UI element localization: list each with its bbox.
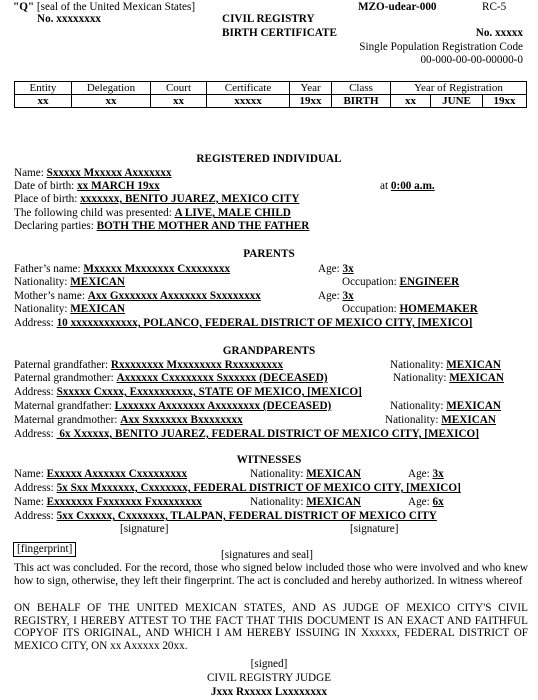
- registry-values-row: [15, 95, 527, 108]
- time-of-birth-line: [380, 180, 435, 193]
- maternal-address-line: [14, 428, 479, 441]
- label: Mother’s name:: [14, 290, 85, 302]
- witness2-name-line: [14, 496, 202, 509]
- label: Address:: [14, 510, 54, 522]
- nationality-value: MEXICAN: [306, 468, 361, 480]
- label: Address:: [14, 482, 54, 494]
- nationality-value: MEXICAN: [306, 496, 361, 508]
- label: Address:: [14, 428, 54, 440]
- mgm-line: [14, 414, 243, 427]
- header-cell: Delegation: [72, 82, 151, 95]
- occupation-value: HOMEMAKER: [399, 303, 478, 315]
- label: Maternal grandfather:: [14, 400, 112, 412]
- father-occupation: [342, 276, 459, 289]
- witness1-signature: [signature]: [120, 523, 169, 535]
- nationality-value: MEXICAN: [70, 276, 125, 288]
- value-cell: 19xx: [483, 95, 527, 108]
- value-cell: xx: [15, 95, 72, 108]
- registry-table: [14, 81, 527, 108]
- registered-name: Sxxxxx Mxxxxx Axxxxxxx: [46, 167, 172, 179]
- parents-section-title: PARENTS: [243, 248, 295, 260]
- seal-note: [seal of the United Mexican States]: [36, 1, 196, 13]
- header-cell: Class: [332, 82, 391, 95]
- label: Occupation:: [342, 303, 397, 315]
- curp-value: 00-000-00-00-00000-0: [420, 54, 523, 66]
- label: Occupation:: [342, 276, 397, 288]
- age-value: 3x: [432, 468, 444, 480]
- value-cell: BIRTH: [332, 95, 391, 108]
- label: Paternal grandfather:: [14, 359, 109, 371]
- label: Nationality:: [250, 468, 304, 480]
- registered-section-title: REGISTERED INDIVIDUAL: [196, 153, 342, 165]
- nationality-value: MEXICAN: [70, 303, 125, 315]
- label: Age:: [408, 468, 430, 480]
- header-cell: Court: [151, 82, 207, 95]
- age-value: 6x: [432, 496, 444, 508]
- parents-address: 10 xxxxxxxxxxxx, POLANCO, FEDERAL DISTRICT OF MEXICO CITY, [MEXICO]: [56, 317, 473, 329]
- label: Age:: [318, 263, 340, 275]
- age-value: 3x: [342, 263, 354, 275]
- presented-value: A LIVE, MALE CHILD: [174, 207, 291, 219]
- paternal-grandmother-name: Axxxxxx Cxxxxxxxx Sxxxxxx (DECEASED): [116, 372, 328, 384]
- seal-line: [13, 1, 195, 14]
- form-code: MZO-udear-000: [358, 1, 437, 13]
- act-paragraph: This act was concluded. For the record, those who signed below included those who were involved and who knew how to sign, otherwise, they left their fingerprint. The act is concluded and hereby authorized. In witness whereof: [14, 562, 528, 587]
- time-of-birth: 0:00 a.m.: [390, 180, 435, 192]
- witness1-nationality: [250, 468, 361, 481]
- label: Place of birth:: [14, 193, 78, 205]
- grandparents-section-title: GRANDPARENTS: [222, 345, 316, 357]
- doc-type-title: BIRTH CERTIFICATE: [222, 27, 337, 39]
- label: Age:: [408, 496, 430, 508]
- father-name: Mxxxxx Mxxxxxxx Cxxxxxxxx: [83, 263, 231, 275]
- maternal-address: 6x Xxxxxx, BENITO JUAREZ, FEDERAL DISTRICT OF MEXICO CITY, [MEXICO]: [56, 428, 479, 440]
- paternal-address-line: [14, 386, 362, 399]
- father-age: [318, 263, 354, 276]
- label: Nationality:: [250, 496, 304, 508]
- label: Nationality:: [14, 303, 68, 315]
- label: The following child was presented:: [14, 207, 172, 219]
- label: Nationality:: [393, 372, 447, 384]
- pgm-line: [14, 372, 328, 385]
- value-cell: JUNE: [431, 95, 483, 108]
- parents-address-line: [14, 317, 472, 330]
- mother-occupation: [342, 303, 478, 316]
- pgm-nationality: [393, 372, 504, 385]
- age-value: 3x: [342, 290, 354, 302]
- label: Age:: [318, 290, 340, 302]
- label: Name:: [14, 468, 44, 480]
- father-line: [14, 263, 230, 276]
- label: Address:: [14, 317, 54, 329]
- occupation-value: ENGINEER: [399, 276, 460, 288]
- judge-attestation: ON BEHALF OF THE UNITED MEXICAN STATES, AND AS JUDGE OF MEXICO CITY'S CIVIL REGISTRY, I HEREBY ATTEST TO THE FACT THAT THIS DOCUMENT IS AN EXACT AND FAITHFUL COPYOF ITS ORIGINAL, AND WHICH I AM HEREBY ISSUING IN Xxxxxx, FEDERAL DISTRICT OF MEXICO CITY, ON xx Axxxxx 20xx.: [14, 602, 528, 652]
- place-of-birth: xxxxxxx, BENITO JUAREZ, MEXICO CITY: [80, 193, 300, 205]
- label: Nationality:: [385, 414, 439, 426]
- registered-name-line: [14, 167, 172, 180]
- judge-signed: [signed]: [250, 658, 288, 670]
- declaring-value: BOTH THE MOTHER AND THE FATHER: [96, 220, 310, 232]
- mother-line: [14, 290, 261, 303]
- maternal-grandmother-name: Axx Sxxxxxxx Bxxxxxxxx: [120, 414, 243, 426]
- mother-name: Axx Gxxxxxxx Axxxxxxx Sxxxxxxxx: [87, 290, 261, 302]
- declaring-line: [14, 220, 309, 233]
- seal-prefix: "Q": [13, 1, 35, 13]
- father-nationality: [14, 276, 125, 289]
- mgm-nationality: [385, 414, 496, 427]
- judge-name: Jxxx Rxxxxx Lxxxxxxxx: [210, 686, 328, 698]
- date-of-birth: xx MARCH 19xx: [77, 180, 160, 192]
- value-cell: xxxxx: [207, 95, 290, 108]
- value-cell: xx: [151, 95, 207, 108]
- witness1-name: Exxxxx Axxxxxx Cxxxxxxxxx: [46, 468, 188, 480]
- dob-line: [14, 180, 160, 193]
- form-series: RC-5: [482, 1, 507, 13]
- label: Maternal grandmother:: [14, 414, 118, 426]
- witness2-age: [408, 496, 444, 509]
- label: Father’s name:: [14, 263, 81, 275]
- label: Address:: [14, 386, 54, 398]
- label: Name:: [14, 496, 44, 508]
- judge-title: CIVIL REGISTRY JUDGE: [206, 672, 332, 684]
- witness1-age: [408, 468, 444, 481]
- mgf-line: [14, 400, 331, 413]
- witness2-signature: [signature]: [350, 523, 399, 535]
- number-right: No. xxxxx: [475, 27, 523, 39]
- witness2-nationality: [250, 496, 361, 509]
- witnesses-section-title: WITNESSES: [236, 454, 302, 466]
- nationality-value: MEXICAN: [449, 372, 504, 384]
- pgf-nationality: [390, 359, 501, 372]
- curp-label: Single Population Registration Code: [359, 41, 523, 53]
- mother-nationality: [14, 303, 125, 316]
- header-cell: Entity: [15, 82, 72, 95]
- label: at: [380, 180, 389, 192]
- label: Paternal grandmother:: [14, 372, 114, 384]
- label: Name:: [14, 167, 44, 179]
- witness1-name-line: [14, 468, 187, 481]
- registry-header-row: [15, 82, 527, 95]
- pob-line: [14, 193, 299, 206]
- witness2-name: Exxxxxxx Fxxxxxxx Fxxxxxxxxx: [46, 496, 203, 508]
- label: Date of birth:: [14, 180, 75, 192]
- presented-line: [14, 207, 291, 220]
- nationality-value: MEXICAN: [446, 359, 501, 371]
- paternal-address: Sxxxxx Cxxxx, Exxxxxxxxxx, STATE OF MEXICO, [MEXICO]: [56, 386, 362, 398]
- label: Nationality:: [390, 359, 444, 371]
- witness1-address: 5x Sxx Mxxxxxx, Cxxxxxxx, FEDERAL DISTRICT OF MEXICO CITY, [MEXICO]: [56, 482, 461, 494]
- mother-age: [318, 290, 354, 303]
- signatures-and-seal: [signatures and seal]: [221, 549, 313, 561]
- mgf-nationality: [390, 400, 501, 413]
- header-cell: Certificate: [207, 82, 290, 95]
- header-cell: Year of Registration: [391, 82, 527, 95]
- witness1-address-line: [14, 482, 461, 495]
- pgf-line: [14, 359, 283, 372]
- number-left: No. xxxxxxxx: [37, 13, 102, 25]
- nationality-value: MEXICAN: [446, 400, 501, 412]
- value-cell: 19xx: [290, 95, 332, 108]
- witness2-address-line: [14, 510, 437, 523]
- label: Nationality:: [390, 400, 444, 412]
- label: Nationality:: [14, 276, 68, 288]
- fingerprint-box: [fingerprint]: [13, 542, 76, 557]
- witness2-address: 5xx Cxxxxx, Cxxxxxxx, TLALPAN, FEDERAL DISTRICT OF MEXICO CITY: [56, 510, 437, 522]
- nationality-value: MEXICAN: [441, 414, 496, 426]
- header-cell: Year: [290, 82, 332, 95]
- office-title: CIVIL REGISTRY: [222, 13, 315, 25]
- value-cell: xx: [391, 95, 431, 108]
- value-cell: xx: [72, 95, 151, 108]
- paternal-grandfather-name: Rxxxxxxxx Mxxxxxxxx Rxxxxxxxxx: [110, 359, 284, 371]
- maternal-grandfather-name: Lxxxxxx Axxxxxxx Axxxxxxxx (DECEASED): [114, 400, 332, 412]
- label: Declaring parties:: [14, 220, 94, 232]
